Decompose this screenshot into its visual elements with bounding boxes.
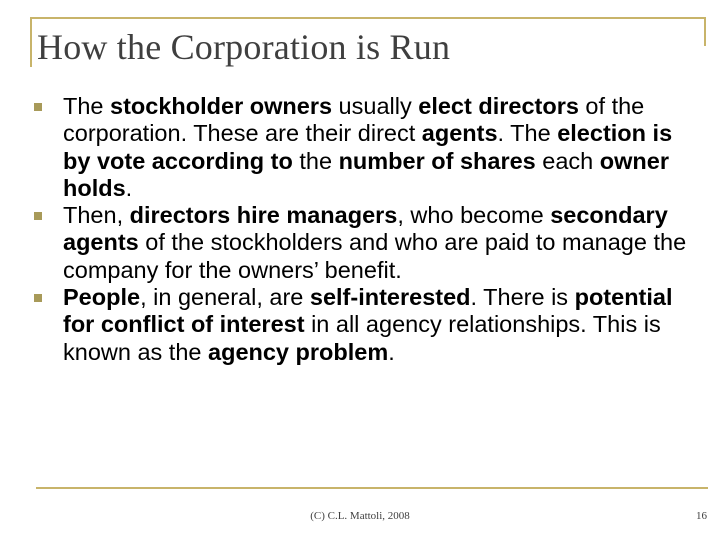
text-segment: usually [332, 93, 419, 119]
text-segment: Then, [63, 202, 130, 229]
title-frame-right-rule [704, 17, 706, 46]
footer-rule [36, 487, 708, 489]
text-segment: the [292, 147, 339, 174]
text-segment: . The [497, 120, 558, 147]
bold-text-segment: secondary agents [63, 202, 668, 256]
text-segment: , in general, are [140, 284, 310, 311]
text-segment: The [63, 93, 111, 119]
text-segment: . [125, 174, 133, 201]
bold-text-segment: directors hire managers [129, 202, 398, 229]
bullet-item [34, 284, 694, 366]
bullet-item [34, 93, 694, 202]
bullet-text [63, 202, 686, 283]
text-segment: each [535, 147, 600, 174]
bullet-item [34, 202, 694, 284]
page-number: 16 [696, 510, 707, 522]
square-bullet-icon [34, 103, 42, 111]
bold-text-segment: self-interested [309, 284, 471, 311]
bullet-text [63, 93, 672, 201]
bold-text-segment: stockholder owners [110, 93, 333, 119]
bullet-text [63, 284, 673, 365]
text-segment: . There is [470, 284, 575, 311]
title-frame-left-rule [30, 17, 32, 67]
title-frame-top-rule [30, 17, 706, 19]
footer-copyright: (C) C.L. Mattoli, 2008 [310, 510, 410, 522]
bold-text-segment: People [63, 284, 141, 311]
text-segment: , who become [397, 202, 551, 229]
bold-text-segment: agents [421, 120, 498, 147]
text-segment: . [388, 338, 395, 365]
text-segment: of the stockholders and who are paid to manage the company for the owners’ benefit. [63, 229, 687, 283]
text-segment: in all agency relationships. This is known as the [63, 311, 661, 365]
slide-title: How the Corporation is Run [37, 27, 451, 67]
text-segment: of the corporation. These are their direct [63, 93, 645, 147]
bold-text-segment: elect directors [418, 93, 579, 119]
square-bullet-icon [34, 212, 42, 220]
bold-text-segment: potential for conflict of interest [63, 284, 673, 338]
bold-text-segment: agency problem [208, 338, 389, 365]
bold-text-segment: number of shares [338, 147, 536, 174]
bold-text-segment: election is by vote according to [63, 120, 673, 174]
bullet-list [34, 93, 694, 366]
bold-text-segment: owner holds [63, 147, 670, 201]
square-bullet-icon [34, 294, 42, 302]
